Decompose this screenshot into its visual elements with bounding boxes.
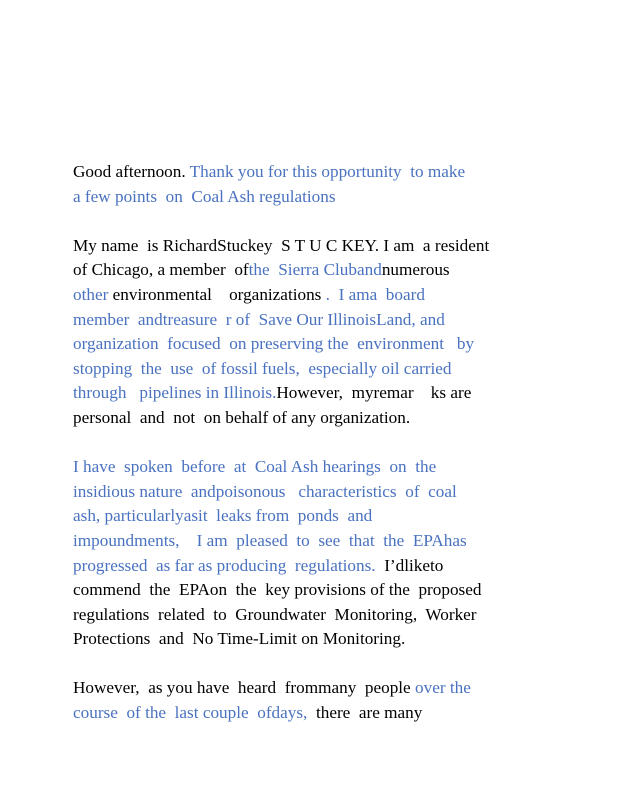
text-run: environmental organizations: [112, 284, 326, 304]
text-run: other: [73, 284, 113, 304]
text-line: [73, 357, 543, 382]
text-line: [73, 406, 543, 431]
text-line: [73, 529, 543, 554]
text-run: the Sierra Cluband: [248, 260, 382, 280]
text-run: ash, particularlyasit leaks from ponds and: [73, 506, 373, 526]
text-run: impoundments, I am pleased to see that the EPAhas: [73, 530, 467, 550]
text-run: My name is RichardStuckey S T U C KEY. I am a resident: [73, 235, 490, 255]
text-line: [73, 554, 543, 579]
text-run: of Chicago, a member of: [73, 260, 249, 280]
text-line: [73, 381, 543, 406]
text-run: I’dliketo: [379, 555, 444, 575]
paragraph-closing: [73, 676, 543, 725]
text-line: [73, 258, 543, 283]
text-run: regulations related to Groundwater Monitoring, Worker: [73, 604, 477, 624]
text-run: member andtreasure r of Save Our IllinoisLand, and: [73, 309, 445, 329]
paragraph-coal-ash: [73, 455, 543, 652]
text-run: . I ama board: [325, 284, 425, 304]
text-run: insidious nature andpoisonous characteristics of coal: [73, 481, 457, 501]
text-run: progressed as far as producing regulations.: [73, 555, 380, 575]
text-run: there are many: [311, 703, 423, 723]
text-run: personal and not on behalf of any organization.: [73, 407, 411, 427]
text-run: Protections and No Time-Limit on Monitoring.: [73, 629, 406, 649]
text-run: Thank you for this opportunity to make: [189, 162, 466, 181]
text-run: course of the last couple ofdays,: [73, 703, 312, 723]
text-line: [73, 480, 543, 505]
text-run: a few points on Coal Ash regulations: [73, 186, 336, 206]
text-run: organization focused on preserving the environment by: [73, 334, 475, 354]
text-run: Good afternoon.: [73, 162, 190, 181]
text-run: through pipelines in Illinois.: [73, 383, 277, 403]
text-run: I have spoken before at Coal Ash hearings on the: [73, 457, 437, 477]
text-run: However, as you have heard frommany people: [73, 678, 415, 698]
text-run: However, myremar ks are: [276, 383, 472, 403]
text-run: numerous: [381, 260, 450, 280]
text-run: commend the EPAon the key provisions of the proposed: [73, 580, 482, 600]
text-line: [73, 234, 543, 259]
text-line: [73, 504, 543, 529]
text-line: [73, 332, 543, 357]
text-line: [73, 160, 543, 185]
paragraph-introduction: [73, 234, 543, 431]
text-line: [73, 701, 543, 726]
text-line: [73, 283, 543, 308]
document-body: [73, 160, 543, 750]
text-run: over the: [415, 678, 471, 698]
text-line: [73, 676, 543, 701]
text-line: [73, 185, 543, 210]
text-line: [73, 308, 543, 333]
text-line: [73, 627, 543, 652]
text-run: stopping the use of fossil fuels, especially oil carried: [73, 358, 452, 378]
paragraph-greeting: [73, 160, 543, 209]
text-line: [73, 603, 543, 628]
text-line: [73, 455, 543, 480]
text-line: [73, 578, 543, 603]
